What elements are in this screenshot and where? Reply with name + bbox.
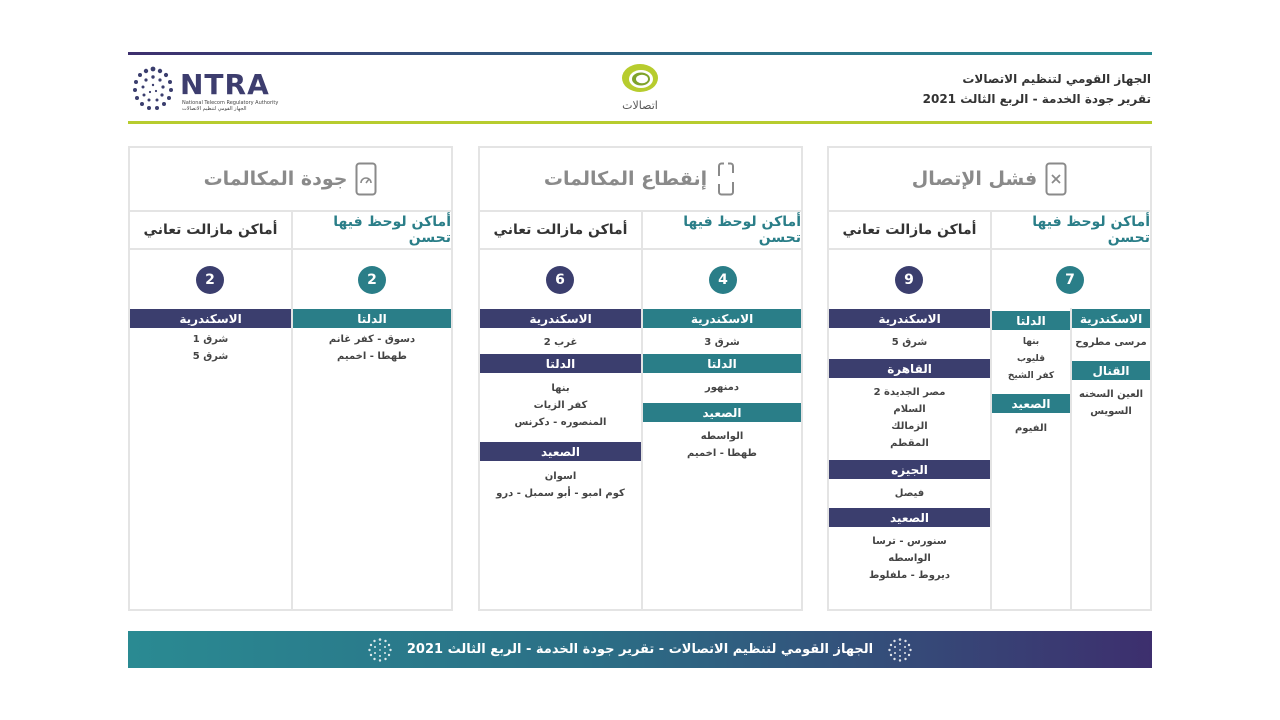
place-list bbox=[480, 334, 641, 351]
place-item: السلام bbox=[893, 404, 926, 415]
region-bar: القاهرة bbox=[829, 359, 990, 378]
panel-title-text: فشل الإتصال bbox=[911, 168, 1038, 190]
place-item: السويس bbox=[1090, 406, 1132, 417]
phone-x-icon bbox=[1045, 162, 1067, 196]
place-item: كفر الشيخ bbox=[1007, 371, 1055, 381]
place-list bbox=[829, 485, 990, 502]
place-item: مرسى مطروح bbox=[1075, 337, 1147, 348]
panel-title bbox=[829, 148, 1150, 212]
place-item: الزمالك bbox=[891, 421, 928, 432]
improved-count-badge: 2 bbox=[358, 266, 386, 294]
region-bar: الاسكندرية bbox=[480, 309, 641, 328]
place-list bbox=[643, 379, 801, 396]
panel-call-failure bbox=[827, 146, 1152, 611]
ntra-subtitle-ar: الجهاز القومي لتنظيم الاتصالات bbox=[182, 106, 247, 112]
place-item: طهطا - اخميم bbox=[337, 351, 407, 362]
place-item: شرق 5 bbox=[192, 351, 229, 362]
header-top-line bbox=[128, 52, 1152, 55]
region-bar: الدلتا bbox=[480, 354, 641, 373]
etisalat-logo bbox=[610, 60, 670, 115]
phone-broken-icon bbox=[715, 162, 737, 196]
place-item: فيصل bbox=[894, 488, 925, 499]
improved-count-badge: 7 bbox=[1056, 266, 1084, 294]
region-bar: الدلتا bbox=[643, 354, 801, 373]
place-list bbox=[992, 420, 1070, 437]
improved-header: أماكن لوحظ فيها تحسن bbox=[641, 212, 801, 250]
place-item: المنصوره - دكرنس bbox=[514, 417, 607, 428]
panel-title-text: إنقطاع المكالمات bbox=[543, 168, 708, 190]
region-bar: الاسكندرية bbox=[1072, 309, 1150, 328]
region-bar: الدلتا bbox=[992, 311, 1070, 330]
place-item: المقطم bbox=[890, 438, 929, 449]
place-item: شرق 5 bbox=[891, 337, 928, 348]
header-bottom-line bbox=[128, 121, 1152, 124]
place-list bbox=[293, 331, 451, 365]
footer-text: الجهاز القومي لتنظيم الاتصالات - تقرير جودة الخدمة - الربع الثالث 2021 bbox=[406, 642, 874, 657]
place-item: دسوق - كفر غانم bbox=[328, 334, 416, 345]
region-bar: الدلتا bbox=[293, 309, 451, 328]
ntra-dots-icon bbox=[887, 637, 913, 663]
place-item: دمنهور bbox=[704, 382, 740, 393]
place-item: العين السخنه bbox=[1078, 389, 1144, 400]
place-list bbox=[829, 334, 990, 351]
ntra-subtitle-en: National Telecom Regulatory Authority bbox=[182, 100, 279, 106]
panel-call-quality bbox=[128, 146, 453, 611]
org-name: الجهاز القومي لتنظيم الاتصالات bbox=[962, 72, 1151, 86]
place-item: اسوان bbox=[544, 471, 577, 482]
improved-header: أماكن لوحظ فيها تحسن bbox=[990, 212, 1150, 250]
region-bar: القنال bbox=[1072, 361, 1150, 380]
column-subdivider bbox=[1070, 308, 1072, 609]
place-item: شرق 1 bbox=[192, 334, 229, 345]
place-list bbox=[480, 380, 641, 431]
operator-name: اتصالات bbox=[622, 99, 658, 112]
region-bar: الاسكندرية bbox=[130, 309, 291, 328]
panel-title bbox=[480, 148, 801, 212]
footer-banner bbox=[128, 631, 1152, 668]
region-bar: الصعيد bbox=[480, 442, 641, 461]
ntra-logo bbox=[130, 64, 279, 116]
improved-header: أماكن لوحظ فيها تحسن bbox=[291, 212, 451, 250]
region-bar: الصعيد bbox=[829, 508, 990, 527]
place-list bbox=[1072, 386, 1150, 420]
place-list bbox=[992, 334, 1070, 385]
place-item: الفيوم bbox=[1014, 423, 1048, 434]
place-list bbox=[643, 428, 801, 462]
panel-title bbox=[130, 148, 451, 212]
place-item: قليوب bbox=[1017, 354, 1045, 364]
suffering-header: أماكن مازالت تعاني bbox=[480, 212, 641, 250]
ntra-dots-icon bbox=[367, 637, 393, 663]
report-title: تقرير جودة الخدمة - الربع الثالث 2021 bbox=[922, 92, 1151, 106]
place-list bbox=[829, 533, 990, 584]
place-item: غرب 2 bbox=[543, 337, 578, 348]
suffering-count-badge: 2 bbox=[196, 266, 224, 294]
suffering-count-badge: 9 bbox=[895, 266, 923, 294]
column-divider bbox=[291, 212, 293, 609]
place-list bbox=[130, 331, 291, 365]
place-list bbox=[643, 334, 801, 351]
place-item: الواسطه bbox=[700, 431, 744, 442]
place-item: شرق 3 bbox=[704, 337, 740, 348]
phone-gauge-icon bbox=[355, 162, 377, 196]
suffering-header: أماكن مازالت تعاني bbox=[829, 212, 990, 250]
place-list bbox=[1072, 334, 1150, 351]
place-item: طهطا - اخميم bbox=[687, 448, 757, 459]
place-item: سنورس - ترسا bbox=[872, 536, 947, 547]
region-bar: الصعيد bbox=[992, 394, 1070, 413]
place-item: ديروط - ملفلوط bbox=[868, 570, 951, 581]
ntra-dots-icon bbox=[130, 64, 176, 114]
suffering-count-badge: 6 bbox=[546, 266, 574, 294]
place-item: بنها bbox=[551, 383, 570, 394]
header-titles bbox=[923, 70, 1151, 110]
panel-call-drops bbox=[478, 146, 803, 611]
ntra-wordmark: NTRA bbox=[180, 68, 270, 101]
place-item: الواسطه bbox=[888, 553, 931, 564]
etisalat-swirl-icon bbox=[620, 60, 660, 94]
region-bar: الاسكندرية bbox=[829, 309, 990, 328]
region-bar: الاسكندرية bbox=[643, 309, 801, 328]
suffering-header: أماكن مازالت تعاني bbox=[130, 212, 291, 250]
place-item: كفر الزيات bbox=[533, 400, 588, 411]
improved-count-badge: 4 bbox=[709, 266, 737, 294]
place-item: كوم امبو - أبو سمبل - درو bbox=[496, 488, 625, 499]
place-item: مصر الجديدة 2 bbox=[873, 387, 946, 398]
panel-title-text: جودة المكالمات bbox=[203, 168, 348, 190]
region-bar: الجيزه bbox=[829, 460, 990, 479]
region-bar: الصعيد bbox=[643, 403, 801, 422]
place-list bbox=[480, 468, 641, 502]
place-list bbox=[829, 384, 990, 452]
place-item: بنها bbox=[1022, 337, 1040, 347]
